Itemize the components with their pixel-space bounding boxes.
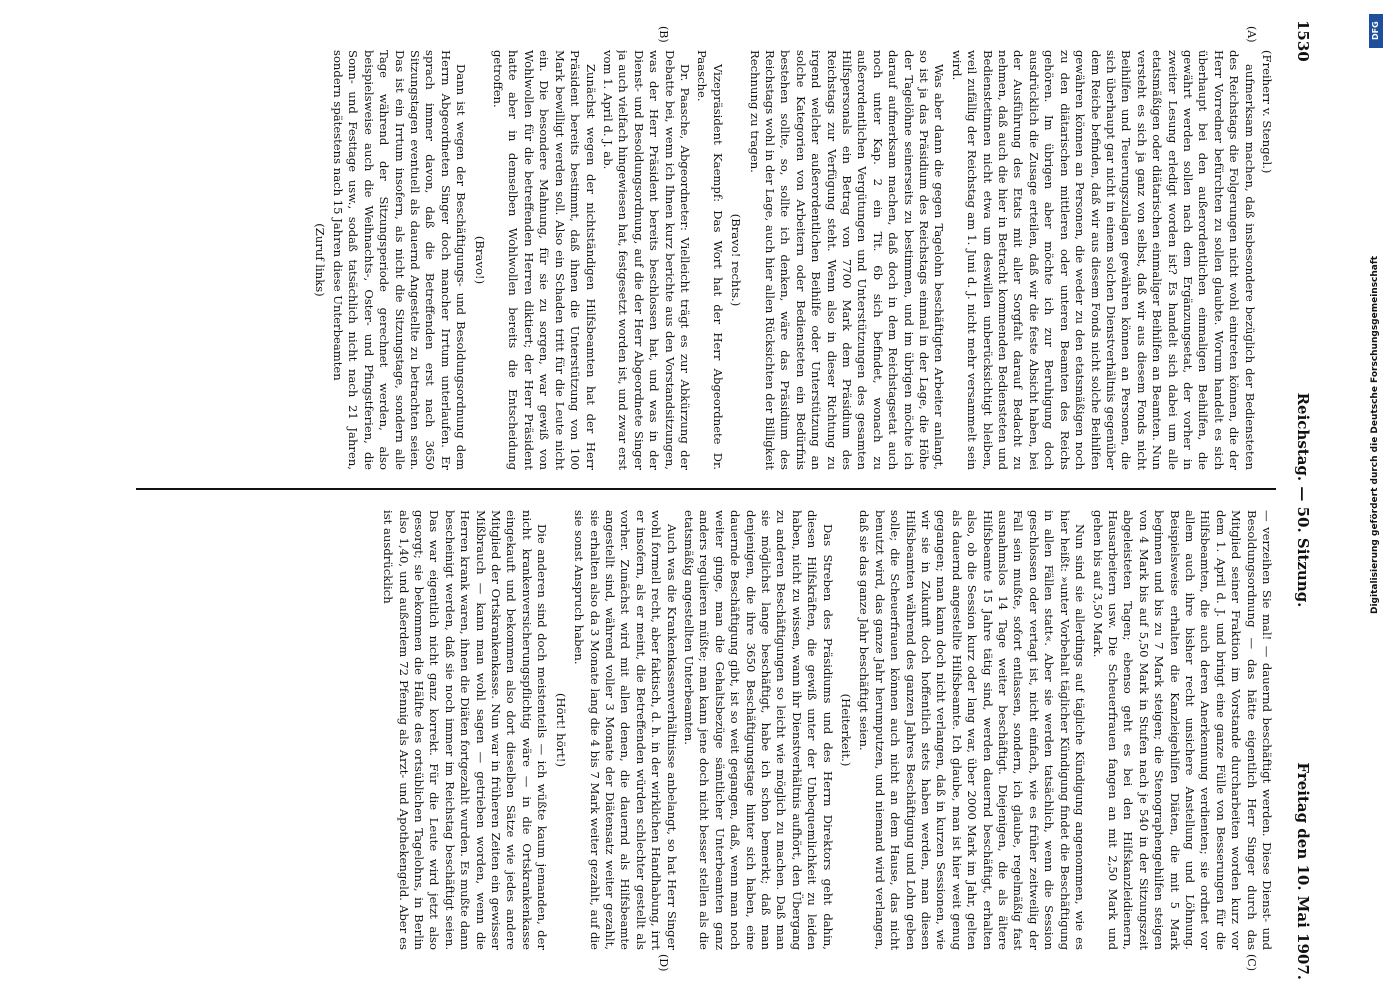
margin-mark-c: (C) bbox=[1245, 954, 1258, 971]
margin-mark-d: (D) bbox=[657, 954, 670, 972]
paragraph: aufmerksam machen, daß insbesondere bezüglich der Bediensteten des Reichstags die Folgerungen nicht wohl eintreten können, die der Herr Vorredner befürchten zu sollen glaubte. Worum handelt es sich überhaupt bei den außerordentlichen einmaligen Beihilfen, die gewährt werden sollen nach dem Ergänzungsetat, der vorher in zweiter Lesung erledigt worden ist? Es handelt sich dabei um alle etatsmäßigen oder diätarischen einmaliger Beihilfen an Beamten. Nun versteht es sich ja ganz von selbst, daß wir aus diesem Fonds nicht Beihilfen und Teuerungszulagen gewähren können an Personen, die sich überhaupt gar nicht in einem solchen Dienstverhältnis gegenüber dem Reiche befinden, daß wir aus diesem Fonds nicht solche Beihilfen gewähren können an Personen, die weder zu den etatsmäßigen noch zu den diätarischen mittleren oder unteren Beamten des Reichs gehören. Im übrigen aber möchte ich zur Beruhigung doch ausdrücklich die Zusage erteilen, daß wir die feste Absicht haben, bei der Ausführung des Etats mit aller Sorgfalt darauf Bedacht zu nehmen, daß auch die hier in Betracht kommenden Bediensteten und Bedienstetinnen nicht etwa um deswillen unberücksichtigt bleiben, weil zufällig der Reichstag am 1. Juni d. J. nicht mehr versammelt sein wird. bbox=[949, 50, 1257, 470]
session-title: Reichstag. — 50. Sitzung. bbox=[1294, 392, 1312, 608]
paragraph: Was aber dann die gegen Tagelohn beschäftigten Arbeiter anlangt, so ist ja das Präsidium des Reichstags einmal in der Lage, die Höhe der Tagelöhne seinerseits zu bestimmen, und im übrigen möchte ich darauf aufmerksam machen, daß doch in dem Reichstagsetat auch noch unter Kap. 2 ein Tit. 6b sich befindet, wonach zu außerordentlichen Vergütungen und Unterstützungen des gesamten Hilfspersonals ein Betrag von 7700 Mark dem Präsidium des Reichstags zur Verfügung steht. Wenn also in dieser Richtung zu irgend welcher außerordentlichen Beihilfe oder Unterstützung an solche Kategorien von Arbeitern oder Bediensteten ein Bedürfnis bestehen sollte, so, sollte ich denken, wäre das Präsidium des Reichstags wohl in der Lage, auch hier allen Rücksichten der Billigkeit Rechnung zu tragen. bbox=[747, 50, 947, 470]
session-date: Freitag den 10. Mai 1907. bbox=[1294, 762, 1312, 980]
reaction-note: (Bravo! rechts.) bbox=[729, 213, 744, 307]
dfg-logo: DFG bbox=[1369, 14, 1383, 48]
chair-announcement: Vizepräsident Kaempf: Das Wort hat der Herr Abgeordnete Dr. Paasche. bbox=[695, 50, 725, 470]
reaction-note: (Hört! hört!) bbox=[553, 693, 568, 767]
digitization-note: Digitalisierung gefördert durch die Deutsche Forschungsgemeinschaft bbox=[1370, 255, 1380, 614]
reaction-note: (Heiterkeit.) bbox=[839, 693, 854, 767]
paragraph: — verzeihen Sie mal! — dauernd beschäftigt werden. Diese Dienst- und Besoldungsordnung — das hätte eigentlich Herr Singer durch das Mitglied seiner Fraktion im Vorstande durcharbeiten worden kurz vor dem 1. April d. J. und bringt eine ganze Fülle von Besserungen für die Hilfsbeamten, die auch deren Anerkennung verdienten; sie ordnet vor allem auch ihre bisher recht unsichere Anstellung und Löhnung. Beispielsweise erhalten die Kanzleigehilfen Diäten, die mit 5 Mark beginnen und bis zu 7 Mark steigen; die Stenographengehilfen steigen von 4 Mark bis auf 5,50 Mark in Stufen nach je 540 in der Sitzungszeit abgeleisteten Tagen; ebenso geht es bei den Hilfskanzleidienern, Hausarbeitern usw. Die Scheuerfrauen fangen an mit 2,50 Mark und gehen bis auf 3,50 Mark. bbox=[1090, 510, 1274, 950]
paragraph: Nun sind sie allerdings auf tägliche Kündigung angenommen, wie es hier heißt: »unter Vorbehalt täglicher Kündigung findet die Beschäftigung in allen Fällen statt«. Aber sie werden tatsächlich, wenn die Session geschlossen oder vertagt ist, nicht einfach, wie es früher zeitweilig der Fall sein mußte, sofort entlassen, sondern, ich glaube, regelmäßig fast ausnahmslos 14 Tage weiter beschäftigt. Diejenigen, die als ältere Hilfsbeamte 15 Jahre tätig sind, werden dauernd beschäftigt, erhalten also, ob die Session kurz oder lang war, über 2000 Mark im Jahr, gelten als dauernd angestellte Hilfsbeamte. Ich glaube, man ist hier weit genug gegangen; man kann doch nicht verlangen, daß in kurzen Sessionen, wie wir sie in Zukunft doch hoffentlich stets haben werden, man diesen Hilfsbeamten während des ganzen Jahres Beschäftigung und Lohn geben solle; die Scheuerfrauen können auch nicht an dem Hause, das nicht benutzt wird, das ganze Jahr herumputzen, und niemand wird verlangen, daß sie das ganze Jahr beschäftigt seien. bbox=[857, 510, 1088, 950]
page-number: 1530 bbox=[1294, 20, 1312, 62]
rotated-document-page bbox=[50, 20, 1320, 980]
digitization-credit bbox=[1370, 10, 1382, 990]
margin-mark-a: (A) bbox=[1245, 26, 1258, 43]
paragraph: Das Streben des Präsidiums und des Herrn Direktors geht dahin, diesen Hilfskräften, die gewiß unter der Unbequemlichkeit zu leiden haben, nicht zu wissen, wann ihr Dienstverhältnis aufhört, den Übergang zu anderen Beschäftigungen so leicht wie möglich zu machen. Daß man sie möglichst lange beschäftigt, habe ich schon bemerkt; daß man denjenigen, die ihre 3650 Beschäftigungstage hinter sich haben, eine dauernde Beschäftigung gibt, ist so weit gegangen, daß, wenn man noch weiter ginge, man die Gehaltsbezüge sämtlicher Unterbeamten ganz anders regulieren müßte; man kann jene doch nicht besser stellen als die etatsmäßig angestellten Unterbeamten. bbox=[681, 510, 835, 950]
paragraph: Zunächst wegen der nichtständigen Hilfsbeamten hat der Herr Präsident bereits bestimmt, daß ihnen die Unterstützung von 100 Mark bewilligt werden soll. Also ein Schaden tritt für die Leute nicht ein. Die besondere Mahnung, für sie zu sorgen, war gewiß von Wohlwollen für die betreffenden Herren diktiert; der Herr Präsident hatte aber in demselben Wohlwollen bereits die Entscheidung getroffen. bbox=[491, 50, 598, 470]
reaction-note: (Zuruf links) bbox=[312, 223, 327, 297]
paragraph: Dr. Paasche, Abgeordneter: Vielleicht trägt es zur Abkürzung der Debatte bei, wenn ich Ihnen kurz berichte aus den Vorstandsitzungen, was der Herr Präsident bereits beschlossen hat, und was in der Dienst- und Besoldungsordnung, auf die der Herr Abgeordnete Singer ja auch vielfach hingewiesen hat, festgesetzt worden ist, und zwar erst vom 1. April d. J. ab. bbox=[600, 50, 692, 470]
left-column bbox=[74, 50, 1274, 470]
paragraph: Die anderen sind doch meistenteils — ich wüßte kaum jemanden, der nicht krankenversicherungspflichtig wäre — in die Ortskrankenkasse eingekauft und bekommen also dort dieselben Sätze wie jedes andere Mitglied der Ortskrankenkasse. Nun war in früheren Zeiten ein gewisser Mißbrauch — kann man wohl sagen — getrieben worden, wenn die Herren krank waren, ihnen die Diäten fortgezahlt wurden. Es mußte dann bescheinigt werden, daß sie noch immer im Reichstag beschäftigt seien. Das war eigentlich nicht ganz korrekt. Für die Leute wird jetzt also gesorgt; sie bekommen die Hälfte des ortsüblichen Tagelohns, in Berlin also 1,40, und außerdem 72 Pfennig als Arzt- und Apothekengeld. Aber es ist ausdrücklich bbox=[381, 510, 550, 950]
column-divider bbox=[136, 488, 1276, 490]
right-column bbox=[74, 510, 1274, 950]
paragraph: Dann ist wegen der Beschäftigungs- und Besoldungsordnung dem Herrn Abgeordneten Singer doch mancher Irrtum unterlaufen. Er sprach immer davon, daß die Betreffenden erst nach 3650 Sitzungstagen eventuell als dauernd Angestellte zu betrachten seien. Das ist ein Irrtum insofern, als nicht die Sitzungstage, sondern alle Tage während der Sitzungsperiode gerechnet werden, also beispielsweise auch die Weihnachts-, Oster- und Pfingstferien, die Sonn- und Festtage usw., sodaß tatsächlich nicht nach 21 Jahren, sondern spätestens nach 15 Jahren diese Unterbeamten bbox=[331, 50, 469, 470]
reaction-note: (Bravo!) bbox=[472, 235, 487, 285]
page-header bbox=[1280, 20, 1320, 980]
margin-mark-b: (B) bbox=[657, 26, 670, 43]
speaker-continuation: (Freiherr v. Stengel.) bbox=[1260, 50, 1274, 174]
paragraph: Auch was die Krankenkassenverhältnisse anbelangt, so hat Herr Singer wohl formell recht, aber faktisch, d. h. in der wirklichen Handhabung, irrt er insofern, als er meint, die Betreffenden würden schlechter gestellt als vorher. Zunächst wird mit allen denen, die dauernd als Hilfsbeamte angestellt sind, während voller 3 Monate der Diätensatz weiter gezahlt, sie erhalten also da 3 Monate lang die 4 bis 7 Mark weiter gezahlt, auf die sie sonst Anspruch haben. bbox=[572, 510, 679, 950]
